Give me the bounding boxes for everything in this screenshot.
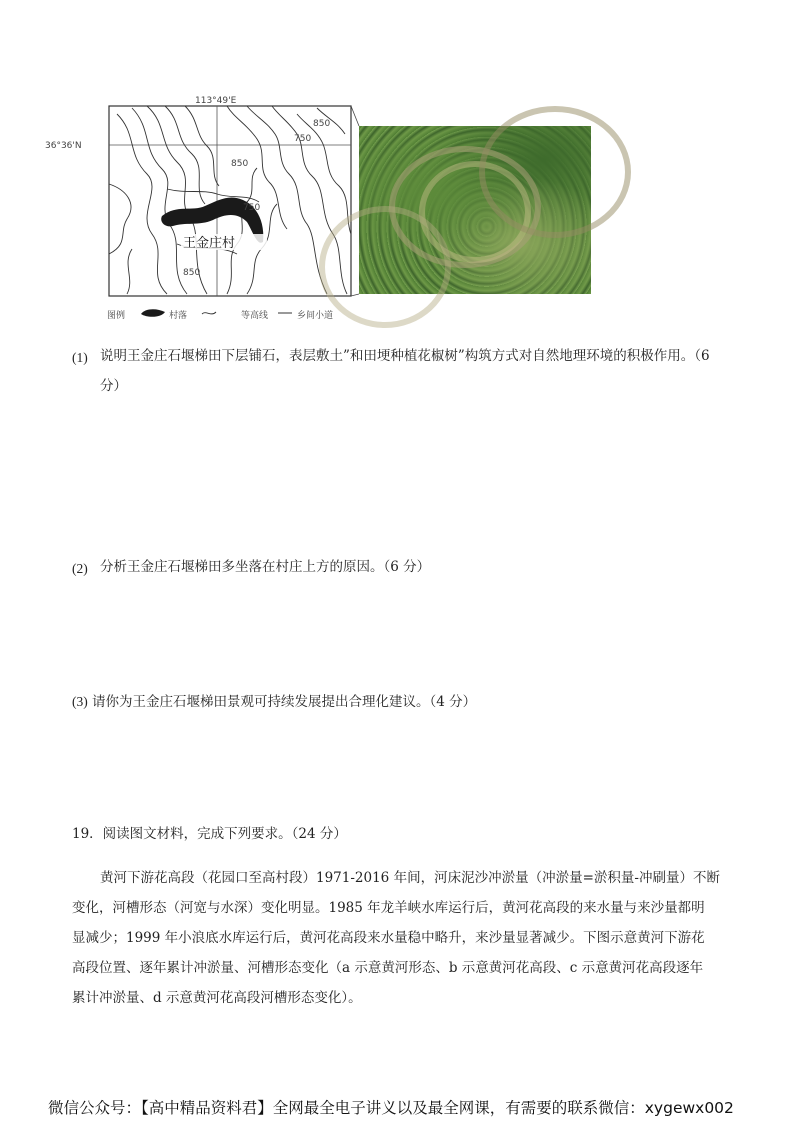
legend-village-symbol — [139, 306, 167, 320]
section-19-material — [72, 863, 772, 1013]
question-3-line1: 请你为王金庄石堰梯田景观可持续发展提出合理化建议。（4 分） — [92, 694, 477, 710]
map-legend — [107, 306, 407, 322]
legend-path-label: 乡间小道 — [297, 311, 334, 321]
figure-map-and-photo — [45, 94, 597, 324]
contour-label-750-top: 750 — [294, 134, 312, 144]
question-2-number: (2) — [72, 561, 88, 576]
contour-label-750-mid: 750 — [243, 203, 261, 213]
section-19-heading: 19．阅读图文材料，完成下列要求。（24 分） — [72, 826, 347, 842]
legend-contour-symbol — [201, 308, 217, 318]
contour-label-850-mid: 850 — [231, 159, 249, 169]
legend-contour-label: 等高线 — [241, 311, 269, 321]
contour-label-850-bottom: 850 — [183, 268, 201, 278]
material-line-4: 高段位置、逐年累计冲淤量、河槽形态变化（a 示意黄河形态、b 示意黄河花高段、c 示意黄河花高段逐年 — [72, 960, 704, 976]
question-1-number: (1) — [72, 350, 88, 365]
contour-label-850-top: 850 — [313, 119, 331, 129]
material-line-2: 变化，河槽形态（河宽与水深）变化明显。1985 年龙羊峡水库运行后，黄河花高段的来水量与来沙量都明 — [72, 900, 705, 916]
question-1-line1: 说明王金庄石堰梯田下层铺石，表层敷土”和田埂种植花椒树”构筑方式对自然地理环境的积极作用。（6 — [100, 348, 710, 364]
terraced-fields-photo — [359, 126, 591, 294]
question-1-line2: 分） — [100, 378, 127, 394]
latitude-label: 36°36'N — [45, 141, 82, 151]
footer-banner: 微信公众号：【高中精品资料君】全网最全电子讲义以及最全网课，有需要的联系微信：xygewx002 — [48, 1099, 734, 1117]
question-2-line1: 分析王金庄石堰梯田多坐落在村庄上方的原因。（6 分） — [100, 559, 431, 575]
question-3-number: (3) — [72, 694, 88, 709]
legend-path-symbol — [277, 310, 293, 316]
village-label: 王金庄村 — [183, 236, 236, 251]
material-line-5: 累计冲淤量、d 示意黄河花高段河槽形态变化）。 — [72, 990, 362, 1006]
longitude-label: 113°49'E — [195, 96, 237, 106]
material-line-1: 黄河下游花高段（花园口至高村段）1971-2016 年间，河床泥沙冲淤量（冲淤量=淤积量-冲刷量）不断 — [100, 870, 720, 886]
legend-title: 图例 — [107, 311, 126, 321]
material-line-3: 显减少；1999 年小浪底水库运行后，黄河花高段来水量稳中略升，来沙量显著减少。下图示意黄河下游花 — [72, 930, 705, 946]
legend-village-label: 村落 — [169, 311, 188, 321]
